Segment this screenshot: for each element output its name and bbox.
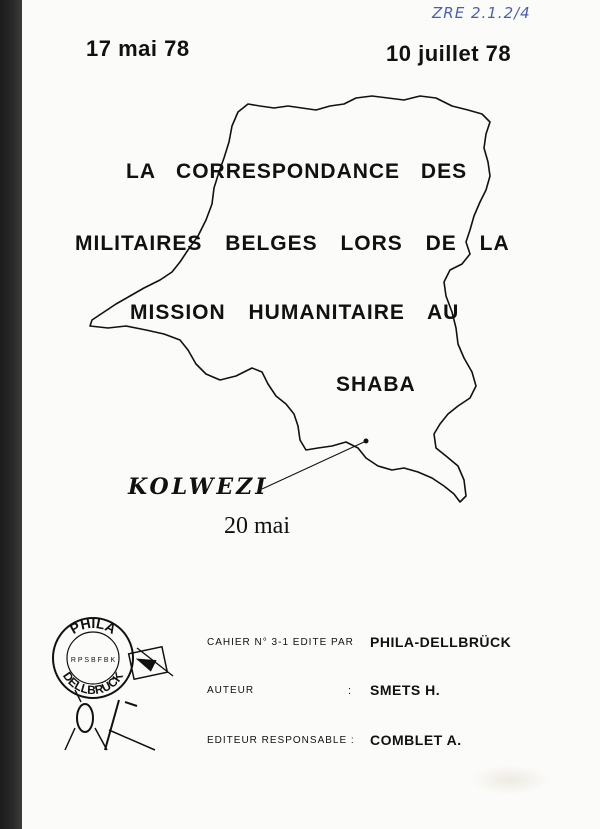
logo-top-text: PHILA	[66, 614, 119, 637]
logo-center-text: R P S B F B K	[70, 657, 116, 664]
auteur-colon: :	[348, 685, 352, 697]
svg-text:PHILA	[67, 615, 119, 637]
reference-annotation: ZRE 2.1.2/4	[432, 4, 531, 22]
svg-text:DELLBRÜCK	[60, 669, 126, 697]
start-date: 17 mai 78	[86, 36, 190, 61]
editeur-value: COMBLET A.	[370, 732, 462, 748]
credits-row-auteur	[207, 682, 441, 698]
kolwezi-label: KOLWEZI	[128, 474, 269, 500]
title-line-3: MISSION HUMANITAIRE AU	[130, 301, 460, 324]
kolwezi-marker	[364, 439, 369, 444]
phila-dellbruck-logo	[45, 610, 185, 760]
auteur-value: SMETS H.	[370, 682, 441, 698]
auteur-label: AUTEUR	[207, 685, 255, 696]
title-line-2: MILITAIRES BELGES LORS DE LA	[75, 232, 510, 255]
country-border	[90, 96, 490, 502]
cahier-value: PHILA-DELLBRÜCK	[370, 634, 512, 650]
credits-row-cahier	[207, 634, 512, 650]
title-line-4: SHABA	[336, 373, 416, 396]
title-line-1: LA CORRESPONDANCE DES	[126, 160, 468, 183]
cahier-label: CAHIER N° 3-1 EDITE PAR	[207, 637, 354, 648]
credits-row-editeur	[207, 732, 462, 748]
kolwezi-date: 20 mai	[224, 513, 290, 539]
end-date: 10 juillet 78	[386, 41, 512, 66]
paper-stain	[470, 765, 550, 795]
logo-bottom-text: DELLBRÜCK	[59, 669, 127, 698]
editeur-label: EDITEUR RESPONSABLE :	[207, 735, 355, 746]
